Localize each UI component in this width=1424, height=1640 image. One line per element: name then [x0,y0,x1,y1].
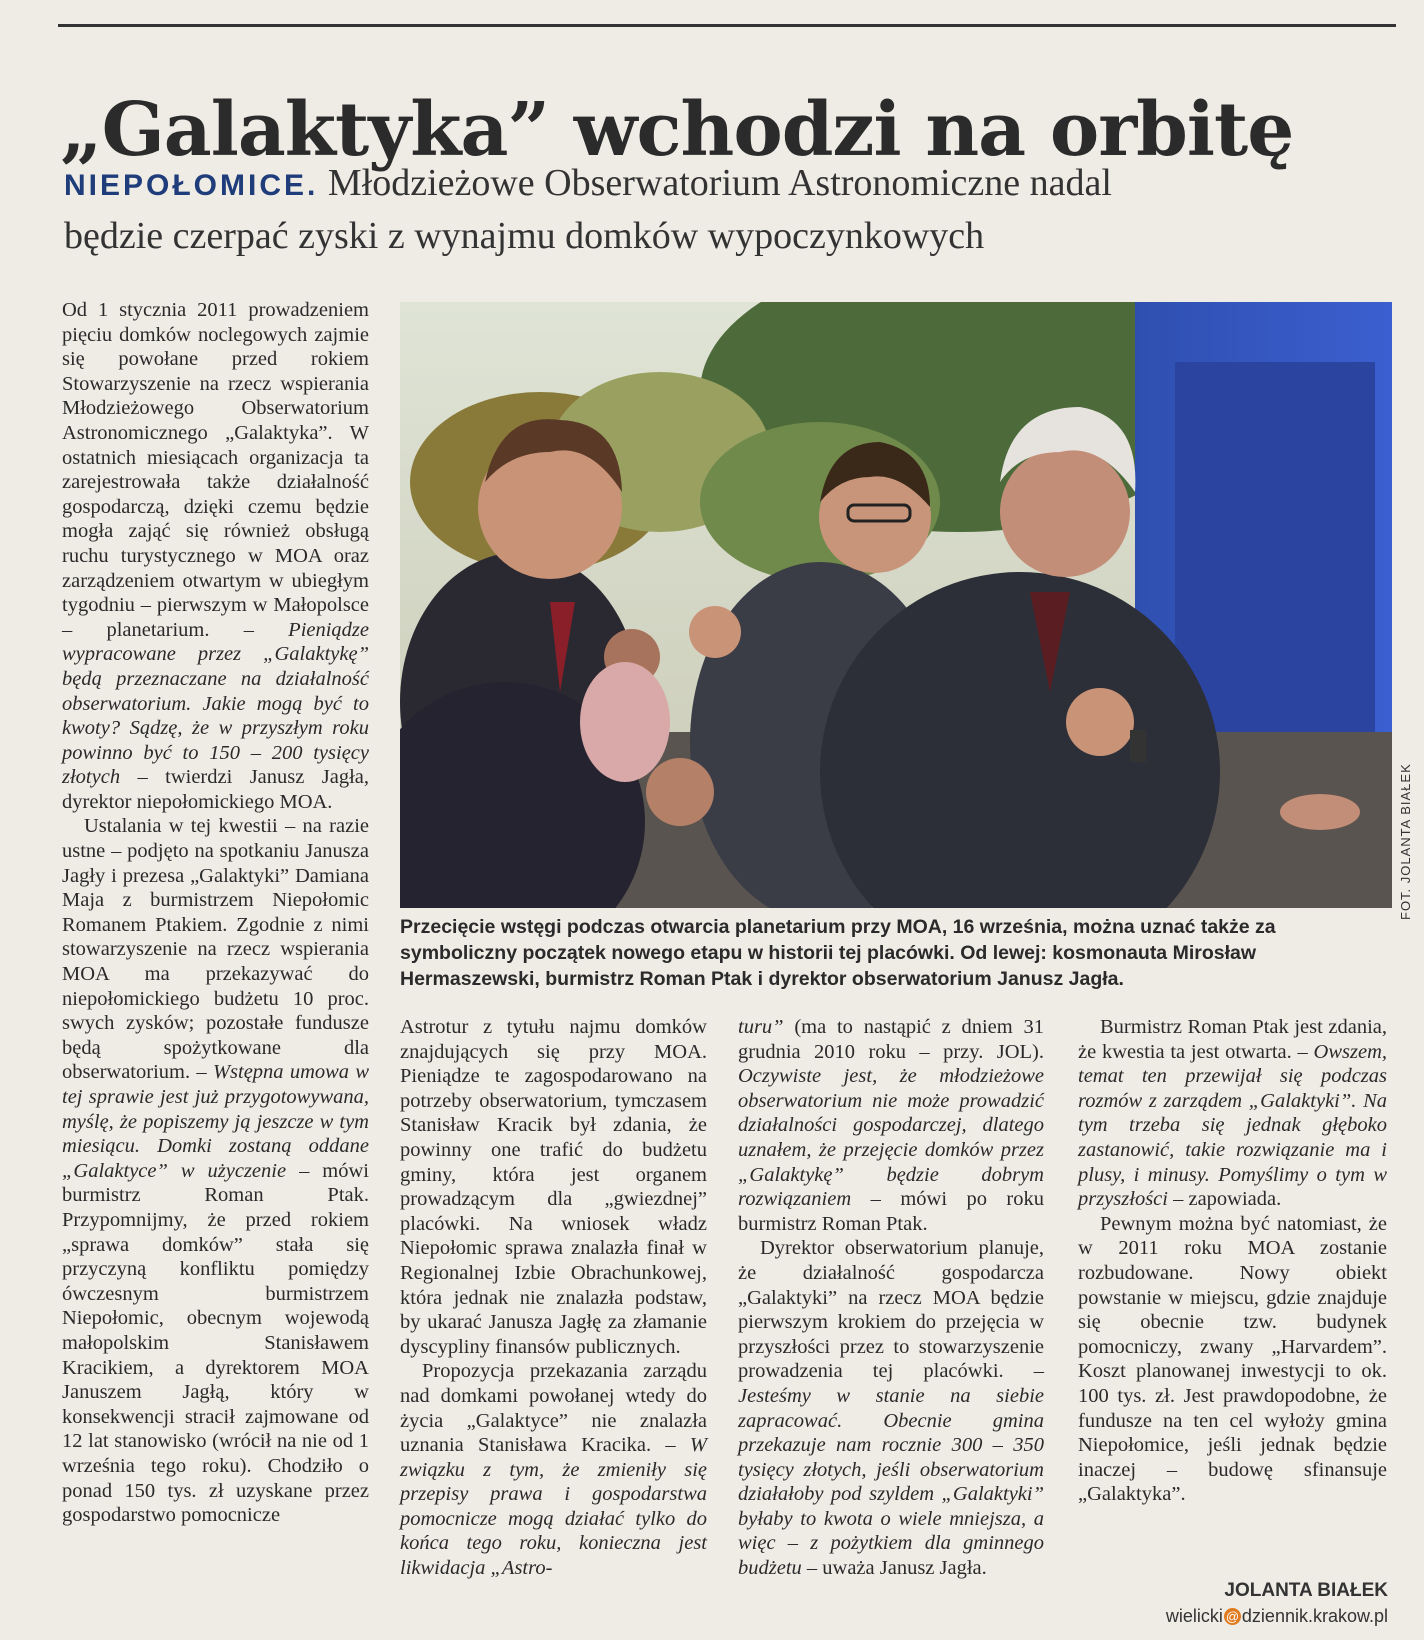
article-photo [400,302,1392,908]
text: – zapowiada. [1173,1188,1282,1211]
deck-line2: będzie czerpać zyski z wynajmu domków wypoczynkowych [64,215,985,257]
byline: JOLANTA BIAŁEK [1224,1580,1388,1601]
column-3 [738,1015,1044,1581]
column-4 [1078,1015,1387,1507]
photo-caption: Przecięcie wstęgi podczas otwarcia planetarium przy MOA, 16 września, można uznać także za symboliczny początek nowego etapu w historii tej placówki. Od lewej: kosmonauta Mirosław Hermaszewski, burmistrz Roman Ptak i dyrektor obserwatorium Janusz Jagła. [400,916,1276,990]
author-email[interactable] [1078,1606,1388,1627]
quote: Jesteśmy w stanie na siebie zapracować. Obecnie gmina przekazuje nam rocznie 300 – 350 tysięcy złotych, jeśli obserwatorium działałoby pod szyldem „Galaktyki” byłaby to kwota o wiele mniejsza, a więc – z pożytkiem dla gminnego budżetu [738,1384,1044,1580]
paragraph [400,1359,707,1580]
deck-line1: Młodzieżowe Obserwatorium Astronomiczne nadal [327,162,1112,204]
paragraph [1078,1015,1387,1212]
quote: Oczywiste jest, że młodzieżowe obserwatorium nie może prowadzić działalności gospodarczej, dlatego uznałem, że przejęcie domków przez „Galaktykę” będzie dobrym rozwiązaniem [738,1065,1044,1211]
column-2 [400,1015,707,1581]
paragraph [738,1236,1044,1580]
text: – mówi po roku burmistrz Roman Ptak. [738,1188,1045,1235]
quote: Wstępna umowa w tej sprawie jest już przygotowywana, myślę, że popiszemy ją jeszcze w tym miesiącu. Domki zostaną oddane „Galaktyce” w użyczenie [62,1061,370,1182]
text: Od 1 stycznia 2011 prowadzeniem pięciu domków noclegowych zajmie się powołane przed rokiem Stowarzyszenie na rzecz wspierania Młodzieżowego Obserwatorium Astronomicznego „Galaktyka”. W ostatnich miesiącach organizacja ta zarejestrowała także działalność gospodarczą, dzięki czemu będzie mogła zająć się również obsługą ruchu turystycznego w MOA oraz zarządzeniem otwartym w ubiegłym tygodniu – pierwszym w Małopolsce – planetarium. – [62,299,369,641]
headline: „Galaktyka” wchodzi na orbitę [60,86,1294,173]
quote: Owszem, temat ten przewijał się podczas rozmów z zarządem „Galaktyki”. Na tym trzeba się jednak głęboko zastanowić, takie rozwiązanie ma i plusy, i minusy. Pomyślimy o tym w przyszłości [1078,1040,1387,1211]
paragraph [62,298,369,814]
paragraph: Astrotur z tytułu najmu domków znajdujących się przy MOA. Pieniądze te zagospodarowano na potrzeby obserwatorium, tymczasem Stanisław Kracik był zdania, że powinny one trafić do budżetu gminy, która jest organem prowadzącym dla „gwiezdnej” placówki. Na wniosek władz Niepołomic sprawa znalazła finał w Regionalnej Izbie Obrachunkowej, która jednak nie znalazła podstaw, by ukarać Janusza Jagłę za złamanie dyscypliny finansów publicznych. [400,1016,707,1358]
paragraph: Pewnym można być natomiast, że w 2011 roku MOA zostanie rozbudowane. Nowy obiekt powstanie w miejscu, gdzie znajduje się obecnie tzw. budynek pomocniczy, zwany „Harvardem”. Koszt planowanej inwestycji to ok. 100 tys. zł. Jest prawdopodobne, że fundusze na ten cel wyłoży gmina Niepołomice, jeśli jednak będzie inaczej – budowę sfinansuje „Galaktyka”. [1078,1212,1387,1506]
quote: turu” [738,1016,784,1038]
deck-place: NIEPOŁOMICE. [64,169,319,202]
email-domain: dziennik.krakow.pl [1241,1606,1388,1626]
text: – mówi burmistrz Roman Ptak. Przypomnijmy, że przed rokiem „sprawa domków” stała się przyczyną konfliktu pomiędzy ówczesnym burmistrzem Niepołomic, obecnym wojewodą małopolskim Stanisławem Kracikiem, a dyrektorem MOA Januszem Jagłą, który w konsekwencji stracił zajmowane od 12 lat stanowisko (wrócił na nie od 1 września tego roku). Chodziło o ponad 150 tys. zł uzyskane przez gospodarstwo pomocnicze [62,1159,369,1527]
photo-illustration [400,302,1392,908]
quote: Pieniądze wypracowane przez „Galaktykę” będą przeznaczane na działalność obserwatorium. Jakie mogą być to kwoty? Sądzę, że w przyszłym roku powinno być to 150 – 200 tysięcy złotych [62,618,370,789]
top-rule [58,24,1396,27]
text: – uważa Janusz Jagła. [806,1557,987,1580]
text: – twierdzi Janusz Jagła, dyrektor niepołomickiego MOA. [62,766,369,813]
email-user: wielicki [1165,1606,1223,1626]
deck [64,158,1394,261]
paragraph [62,814,369,1527]
text: Burmistrz Roman Ptak jest zdania, że kwestia ta jest otwarta. – [1078,1016,1387,1063]
at-icon: @ [1225,1609,1240,1624]
text: (ma to nastąpić z dniem 31 grudnia 2010 roku – przy. JOL). [738,1016,1044,1063]
text: Propozycja przekazania zarządu nad domkami powołanej wtedy do życia „Galaktyce” nie znalazła uznania Stanisława Kracika. – [400,1360,707,1457]
text: Dyrektor obserwatorium planuje, że działalność gospodarcza „Galaktyki” na rzecz MOA będzie pierwszym krokiem do przejęcia w przyszłości przez to stowarzyszenie prowadzenia tej placówki. – [738,1237,1044,1383]
photo-credit: FOT. JOLANTA BIAŁEK [1398,763,1413,920]
paragraph [738,1015,1044,1236]
text: Ustalania w tej kwestii – na razie ustne – podjęto na spotkaniu Janusza Jagły i prezesa „Galaktyki” Damiana Maja z burmistrzem Niepołomic Romanem Ptakiem. Zgodnie z nimi stowarzyszenie na rzecz wspierania MOA ma przekazywać do niepołomickiego budżetu 10 proc. swych zysków; pozostałe fundusze będą spożytkowane dla obserwatorium. – [62,815,369,1084]
column-1 [62,298,369,1528]
quote: W związku z tym, że zmieniły się przepisy prawa i gospodarstwa pomocnicze mogą działać tylko do końca tego roku, konieczna jest likwidacja „Astro- [400,1434,707,1580]
